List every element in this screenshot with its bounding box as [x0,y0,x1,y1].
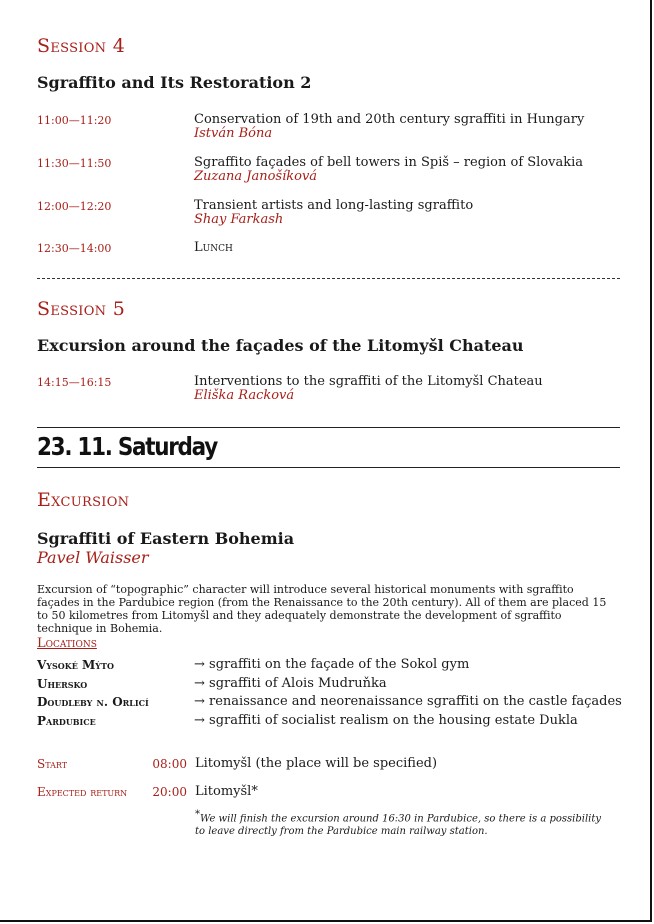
talk-speaker: Zuzana Janošíková [194,169,318,184]
day-heading: 23. 11. Saturday [37,432,217,461]
excursion-title: Sgraffiti of Eastern Bohemia [37,529,295,548]
location-name: Uhersko [37,677,88,691]
start-time: 08:00 [152,757,187,771]
talk-entry [194,156,583,184]
talk-time: 11:00—11:20 [37,114,112,127]
start-place: Litomyšl (the place will be specified) [195,756,438,771]
talk-title: Conservation of 19th and 20th century sgraffiti in Hungary [194,112,585,127]
talk-entry [194,113,584,141]
session-divider [37,278,620,279]
talk-time: 11:30—11:50 [37,157,112,170]
day-rule-bottom [37,467,620,468]
session-4-title: Sgraffito and Its Restoration 2 [37,73,312,92]
return-time: 20:00 [152,785,187,799]
location-description: → sgraffiti of socialist realism on the housing estate Dukla [194,713,578,728]
talk-time: 12:00—12:20 [37,200,112,213]
talk-speaker: Shay Farkash [194,212,284,227]
return-place: Litomyšl* [195,784,258,799]
session-4-label: Session 4 [37,35,126,57]
excursion-description: Excursion of “topographic” character will introduce several historical monuments with sgraffito façades in the Pardubice region (from the Renaissance to the 20th century). All of them are placed 15 to 50 kilometres from Litomyšl and they adequately demonstrate the development of sgraffito technique in Bohemia. [37,583,607,635]
locations-heading: Locations [37,636,97,651]
location-name: Doudleby n. Orlicí [37,695,149,709]
day-rule-top [37,427,620,428]
talk-entry [194,375,543,403]
location-name: Vysoké Mýto [37,658,114,672]
talk-entry [194,199,473,227]
footnote [195,808,605,838]
location-description: → sgraffiti of Alois Mudruňka [194,676,387,691]
talk-title: Interventions to the sgraffiti of the Litomyšl Chateau [194,374,543,389]
talk-time: 14:15—16:15 [37,376,112,389]
footnote-text: We will finish the excursion around 16:30 in Pardubice, so there is a possibility to leave directly from the Pardubice main railway station. [195,813,602,838]
talk-title: Sgraffito façades of bell towers in Spiš – region of Slovakia [194,155,584,170]
talk-title: Transient artists and long-lasting sgraffito [194,198,474,213]
session-5-title: Excursion around the façades of the Litomyšl Chateau [37,336,524,355]
return-label: Expected return [37,785,128,799]
lunch-entry: Lunch [194,240,233,255]
excursion-label: Excursion [37,489,130,511]
talk-speaker: Eliška Racková [194,388,295,403]
footnote-mark: * [195,809,200,820]
talk-time: 12:30—14:00 [37,242,112,255]
location-name: Pardubice [37,714,96,728]
start-label: Start [37,757,68,771]
excursion-author: Pavel Waisser [37,548,149,567]
session-5-label: Session 5 [37,298,126,320]
location-description: → sgraffiti on the façade of the Sokol gym [194,657,470,672]
location-description: → renaissance and neorenaissance sgraffiti on the castle façades [194,694,622,709]
talk-speaker: István Bóna [194,126,273,141]
